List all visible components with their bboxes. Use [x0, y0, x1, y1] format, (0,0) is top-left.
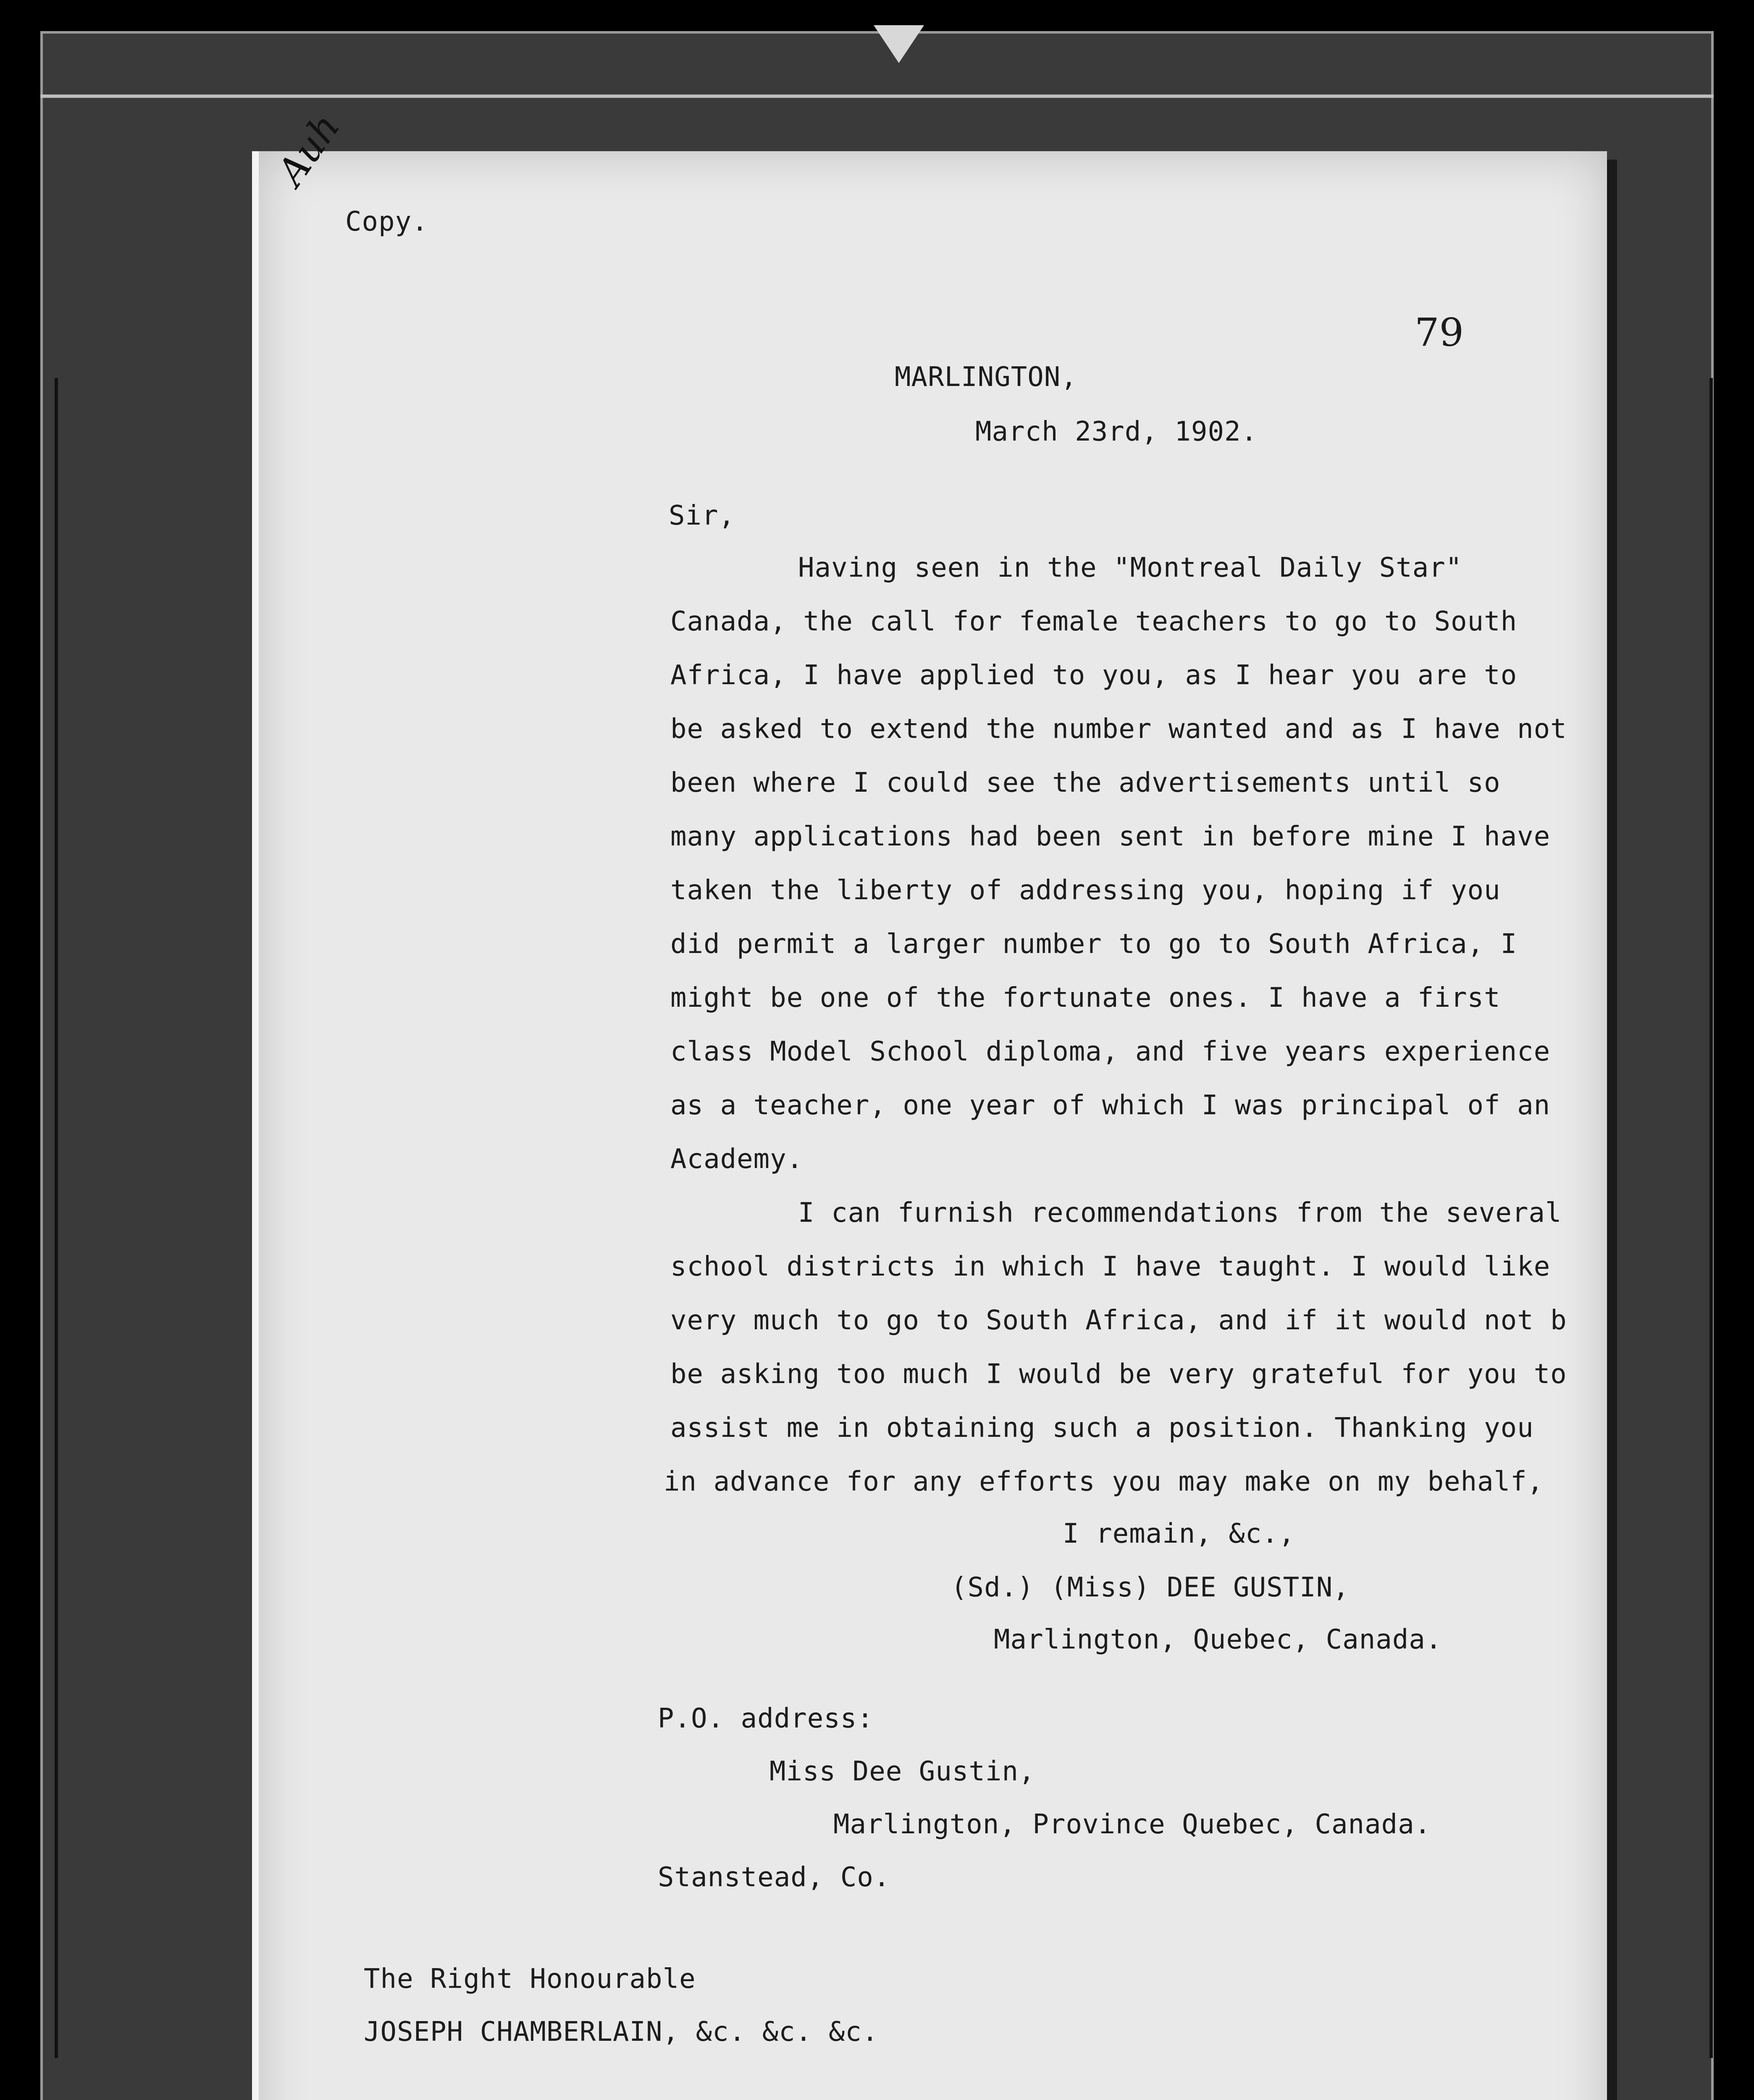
body-line: taken the liberty of addressing you, hoping if you: [670, 875, 1501, 906]
body-line: assist me in obtaining such a position. Thanking you: [670, 1412, 1534, 1444]
handwritten-initials: Auh: [269, 105, 349, 194]
signature: (Sd.) (Miss) DEE GUSTIN,: [951, 1572, 1350, 1603]
body-line: did permit a larger number to go to South Africa, I: [670, 929, 1518, 960]
body-line: very much to go to South Africa, and if it would not b: [670, 1305, 1567, 1336]
signature-place: Marlington, Quebec, Canada.: [994, 1624, 1442, 1655]
body-line: might be one of the fortunate ones. I have a first: [670, 982, 1501, 1013]
po-address-line: Stanstead, Co.: [658, 1862, 890, 1893]
body-line: Canada, the call for female teachers to go to South: [670, 606, 1518, 637]
closing: I remain, &c.,: [1063, 1518, 1295, 1549]
letter-place: MARLINGTON,: [895, 362, 1077, 393]
body-line: Academy.: [670, 1144, 803, 1175]
body-line: class Model School diploma, and five years experience: [670, 1036, 1551, 1067]
copy-mark: Copy.: [345, 206, 428, 237]
po-address-line: Miss Dee Gustin,: [769, 1756, 1035, 1787]
letter-page: [252, 151, 1607, 2100]
body-line: I can furnish recommendations from the several: [798, 1197, 1562, 1228]
body-line: been where I could see the advertisements until so: [670, 767, 1501, 798]
po-address-line: Marlington, Province Quebec, Canada.: [833, 1809, 1431, 1840]
body-line: many applications had been sent in before mine I have: [670, 821, 1551, 852]
body-line: school districts in which I have taught. I would like: [670, 1251, 1551, 1282]
salutation: Sir,: [669, 500, 735, 531]
po-address-label: P.O. address:: [658, 1703, 874, 1734]
letter-date: March 23rd, 1902.: [975, 416, 1258, 447]
addressee-line: The Right Honourable: [364, 1964, 696, 1995]
body-line: be asking too much I would be very grateful for you to: [670, 1359, 1567, 1390]
right-frame-rule: [1709, 378, 1713, 2058]
left-frame-rule: [55, 378, 58, 2058]
body-line: Having seen in the "Montreal Daily Star": [798, 552, 1463, 583]
page-number: 79: [1415, 310, 1464, 355]
mount-divider: [40, 94, 1714, 98]
body-line: in advance for any efforts you may make on my behalf,: [664, 1466, 1544, 1497]
body-line: Africa, I have applied to you, as I hear you are to: [670, 660, 1518, 691]
body-line: be asked to extend the number wanted and as I have not: [670, 714, 1567, 745]
body-line: as a teacher, one year of which I was principal of an: [670, 1090, 1551, 1121]
mount-tab-marker: [874, 25, 924, 63]
addressee-line: JOSEPH CHAMBERLAIN, &c. &c. &c.: [364, 2016, 879, 2048]
